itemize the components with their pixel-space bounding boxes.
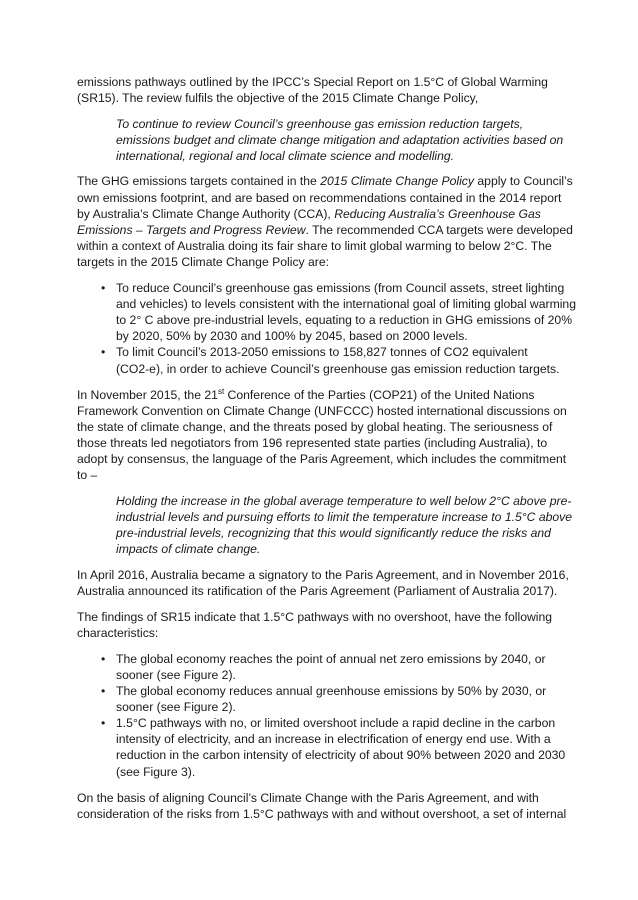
text-line: [116, 116, 577, 132]
list-item: [77, 651, 577, 683]
bullet-icon: •: [101, 651, 106, 666]
text-line: [77, 328, 577, 344]
italic-text-run: international, regional and local climate science and modelling.: [116, 149, 455, 164]
text-run: The findings of SR15 indicate that 1.5°C pathways with no overshoot, have the following: [77, 609, 553, 624]
bullet-icon: •: [101, 281, 106, 296]
italic-text-run: To continue to review Council’s greenhouse gas emission reduction targets,: [116, 117, 524, 132]
text-run: The GHG emissions targets contained in the: [77, 174, 321, 189]
text-run: 1.5°C pathways with no, or limited overshoot include a rapid decline in the carbon: [116, 716, 556, 731]
bullet-list: [77, 280, 577, 377]
text-line: [77, 254, 577, 270]
text-line: [77, 567, 577, 583]
document-page: [77, 74, 577, 832]
text-line: [116, 525, 577, 541]
text-run: Framework Convention on Climate Change (UNFCCC) hosted international discussions on: [77, 403, 567, 418]
text-run: On the basis of aligning Council’s Climate Change with the Paris Agreement, and with: [77, 790, 539, 805]
bullet-list: [77, 651, 577, 780]
text-run: Australia announced its ratification of the Paris Agreement (Parliament of Australia 2017).: [77, 583, 558, 598]
bullet-icon: •: [101, 345, 106, 360]
text-run: The global economy reaches the point of annual net zero emissions by 2040, or: [116, 651, 546, 666]
text-line: [77, 403, 577, 419]
text-run: To reduce Council’s greenhouse gas emissions (from Council assets, street lighting: [116, 281, 565, 296]
italic-text-run: impacts of climate change.: [116, 542, 261, 557]
paragraph: [77, 173, 577, 270]
italic-text-run: 2015 Climate Change Policy: [320, 174, 474, 189]
block-quote: [77, 493, 577, 557]
text-line: [77, 625, 577, 641]
text-line: [77, 667, 577, 683]
text-line: [77, 609, 577, 625]
paragraph: [77, 387, 577, 484]
text-run: (CO2-e), in order to achieve Council’s greenhouse gas emission reduction targets.: [116, 361, 560, 376]
text-line: [77, 467, 577, 483]
text-run: by Australia’s Climate Change Authority (CCA),: [77, 206, 335, 221]
text-line: [77, 238, 577, 254]
text-run: those threats led negotiators from 196 represented state parties (including Australia), to: [77, 435, 548, 450]
text-line: [77, 280, 577, 296]
text-run: sooner (see Figure 2).: [116, 668, 236, 682]
paragraph: [77, 74, 577, 106]
list-item: [77, 344, 577, 376]
italic-text-run: pre-industrial levels, recognizing that this would significantly reduce the risks and: [116, 526, 551, 541]
text-run: In April 2016, Australia became a signatory to the Paris Agreement, and in November 2016,: [77, 567, 569, 582]
text-run: own emissions footprint, and are based on recommendations contained in the 2014 report: [77, 190, 562, 205]
text-line: [77, 190, 577, 206]
text-line: [77, 806, 577, 822]
text-run: (SR15). The review fulfils the objective of the 2015 Climate Change Policy,: [77, 91, 479, 106]
text-line: [77, 206, 577, 222]
text-line: [77, 764, 577, 780]
paragraph: [77, 790, 577, 822]
text-run: emissions pathways outlined by the IPCC’s Special Report on 1.5°C of Global Warming: [77, 75, 548, 89]
text-run: To limit Council’s 2013-2050 emissions to 158,827 tonnes of CO2 equivalent: [116, 345, 528, 360]
text-line: [77, 296, 577, 312]
text-line: [77, 790, 577, 806]
paragraph: [77, 609, 577, 641]
text-line: [77, 651, 577, 667]
list-item: [77, 683, 577, 715]
text-run: intensity of electricity, and an increase in electrification of energy end use. With a: [116, 732, 551, 747]
italic-text-run: Holding the increase in the global average temperature to well below 2°C above pre-: [116, 494, 572, 509]
bullet-icon: •: [101, 684, 106, 699]
text-line: [116, 541, 577, 557]
text-run: to –: [77, 468, 98, 483]
bullet-icon: •: [101, 716, 106, 731]
text-run: to 2° C above pre-industrial levels, equating to a reduction in GHG emissions of 20%: [116, 313, 573, 328]
text-line: [77, 451, 577, 467]
text-run: characteristics:: [77, 625, 159, 640]
text-run: sooner (see Figure 2).: [116, 700, 236, 715]
text-run: targets in the 2015 Climate Change Policy are:: [77, 254, 330, 269]
text-line: [77, 312, 577, 328]
text-line: [116, 132, 577, 148]
text-line: [77, 361, 577, 377]
text-run: adopt by consensus, the language of the Paris Agreement, which includes the commitment: [77, 451, 567, 466]
text-run: and vehicles) to levels consistent with the international goal of limiting global warming: [116, 297, 576, 312]
italic-text-run: Emissions – Targets and Progress Review: [77, 222, 306, 237]
text-line: [77, 715, 577, 731]
text-run: reduction in the carbon intensity of electricity of about 90% between 2020 and 2030: [116, 748, 566, 763]
text-line: [77, 583, 577, 599]
text-run: consideration of the risks from 1.5°C pathways with and without overshoot, a set of internal: [77, 806, 567, 821]
italic-text-run: emissions budget and climate change mitigation and adaptation activities based on: [116, 133, 564, 148]
text-run: (see Figure 3).: [116, 764, 196, 779]
block-quote: [77, 116, 577, 164]
text-line: [77, 387, 577, 403]
text-run: . The recommended CCA targets were developed: [305, 222, 573, 237]
text-line: [116, 509, 577, 525]
text-line: [77, 344, 577, 360]
text-run: within a context of Australia doing its fair share to limit global warming to below 2°C. The: [77, 238, 552, 253]
text-line: [116, 493, 577, 509]
list-item: [77, 280, 577, 344]
text-line: [77, 222, 577, 238]
text-line: [77, 747, 577, 763]
italic-text-run: Reducing Australia’s Greenhouse Gas: [334, 206, 541, 221]
superscript: st: [217, 386, 225, 396]
text-line: [77, 419, 577, 435]
text-run: by 2020, 50% by 2030 and 100% by 2045, based on 2000 levels.: [116, 329, 468, 344]
text-line: [77, 90, 577, 106]
text-line: [77, 683, 577, 699]
text-line: [77, 173, 577, 189]
italic-text-run: industrial levels and pursuing efforts to limit the temperature increase to 1.5°C above: [116, 510, 573, 525]
text-run: In November 2015, the 21: [77, 387, 218, 402]
text-line: [116, 148, 577, 164]
text-line: [77, 74, 577, 90]
text-line: [77, 699, 577, 715]
text-line: [77, 731, 577, 747]
text-run: the state of climate change, and the threats posed by global heating. The seriousness of: [77, 419, 553, 434]
text-run: Conference of the Parties (COP21) of the United Nations: [224, 387, 535, 402]
paragraph: [77, 567, 577, 599]
text-run: apply to Council’s: [474, 174, 573, 189]
text-line: [77, 435, 577, 451]
text-run: The global economy reduces annual greenhouse emissions by 50% by 2030, or: [116, 684, 547, 699]
list-item: [77, 715, 577, 779]
